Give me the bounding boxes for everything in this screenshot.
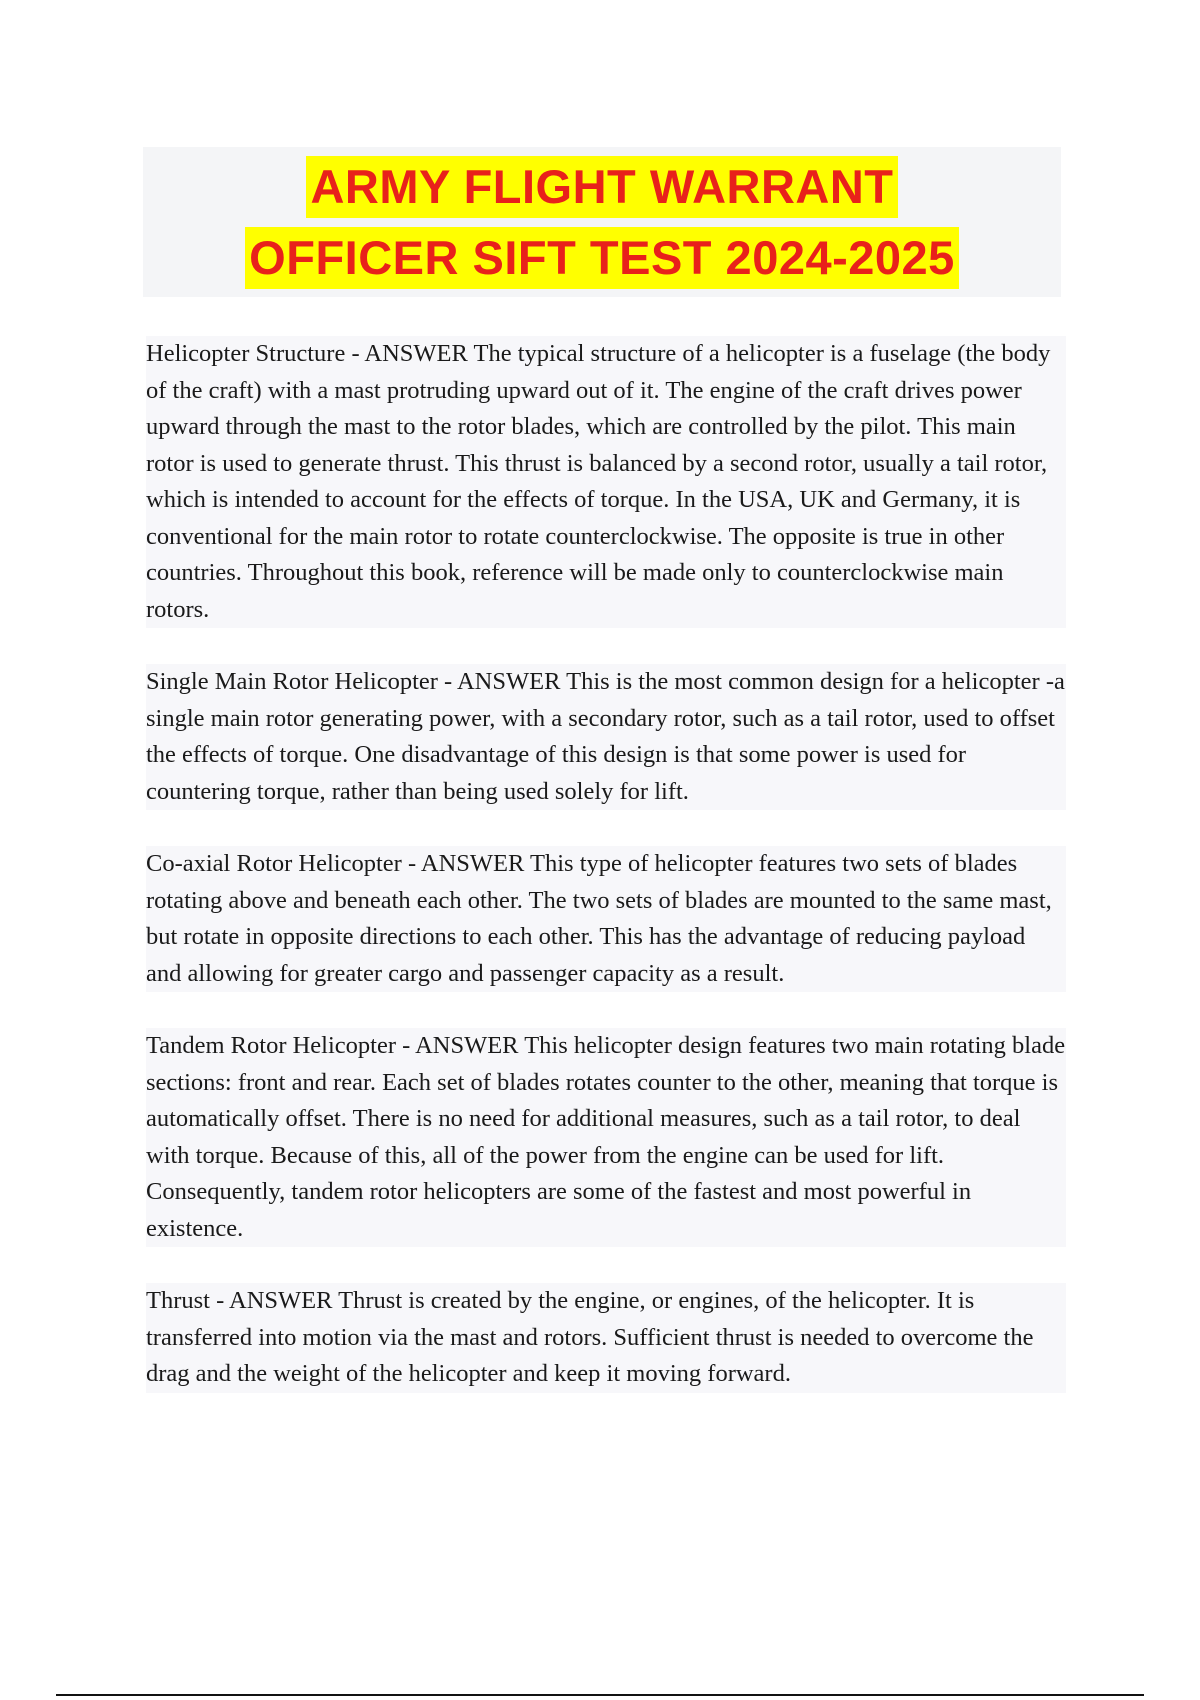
- qa-entry-single-main-rotor: Single Main Rotor Helicopter - ANSWER This is the most common design for a helicopter -a single main rotor generating power, with a secondary rotor, such as a tail rotor, used to offset the effects of torque. One disadvantage of this design is that some power is used for countering torque, rather than being used solely for lift.: [146, 664, 1066, 810]
- entry-text: This helicopter design features two main rotating blade sections: front and rear. Each set of blades rotates counter to the other, meaning that torque is automatically offset. There is no need for additional measures, such as a tail rotor, to deal with torque. Because of this, all of the power from the engine can be used for lift. Consequently, tandem rotor helicopters are some of the fastest and most powerful in existence.: [146, 1032, 1066, 1242]
- answer-label: ANSWER: [364, 340, 468, 367]
- qa-entry-thrust: Thrust - ANSWER Thrust is created by the engine, or engines, of the helicopter. It is transferred into motion via the mast and rotors. Sufficient thrust is needed to overcome the drag and the weight of the helicopter and keep it moving forward.: [146, 1283, 1066, 1393]
- entry-term: Thrust: [146, 1287, 210, 1314]
- entry-term: Tandem Rotor Helicopter: [146, 1032, 397, 1059]
- title-row-1: [143, 156, 1061, 227]
- answer-label: ANSWER: [456, 668, 561, 695]
- entry-text: This is the most common design for a helicopter -a single main rotor generating power, with a secondary rotor, such as a tail rotor, used to offset the effects of torque. One disadvantage of this design is that some power is used for countering torque, rather than being used solely for lift.: [146, 668, 1065, 805]
- entry-term: Helicopter Structure: [146, 340, 346, 367]
- document-body: [146, 336, 1066, 1429]
- entry-text: This type of helicopter features two sets of blades rotating above and beneath each other. The two sets of blades are mounted to the same mast, but rotate in opposite directions to each other. This has the advantage of reducing payload and allowing for greater cargo and passenger capacity as a result.: [146, 850, 1052, 987]
- title-row-2: [143, 227, 1061, 298]
- answer-label: ANSWER: [415, 1032, 519, 1059]
- entry-term: Co-axial Rotor Helicopter: [146, 850, 402, 877]
- entry-text: Thrust is created by the engine, or engines, of the helicopter. It is transferred into motion via the mast and rotors. Sufficient thrust is needed to overcome the drag and the weight of the helicopter and keep it moving forward.: [146, 1287, 1034, 1387]
- answer-label: ANSWER: [420, 850, 525, 877]
- answer-label: ANSWER: [229, 1287, 333, 1314]
- entry-text: The typical structure of a helicopter is a fuselage (the body of the craft) with a mast protruding upward out of it. The engine of the craft drives power upward through the mast to the rotor blades, which are controlled by the pilot. This main rotor is used to generate thrust. This thrust is balanced by a second rotor, usually a tail rotor, which is intended to account for the effects of torque. In the USA, UK and Germany, it is conventional for the main rotor to rotate counterclockwise. The opposite is true in other countries. Throughout this book, reference will be made only to counterclockwise main rotors.: [146, 340, 1051, 623]
- title-block: [143, 147, 1061, 297]
- entry-term: Single Main Rotor Helicopter: [146, 668, 438, 695]
- qa-entry-helicopter-structure: Helicopter Structure - ANSWER The typical structure of a helicopter is a fuselage (the body of the craft) with a mast protruding upward out of it. The engine of the craft drives power upward through the mast to the rotor blades, which are controlled by the pilot. This main rotor is used to generate thrust. This thrust is balanced by a second rotor, usually a tail rotor, which is intended to account for the effects of torque. In the USA, UK and Germany, it is conventional for the main rotor to rotate counterclockwise. The opposite is true in other countries. Throughout this book, reference will be made only to counterclockwise main rotors.: [146, 336, 1066, 628]
- qa-entry-co-axial-rotor: Co-axial Rotor Helicopter - ANSWER This type of helicopter features two sets of blades rotating above and beneath each other. The two sets of blades are mounted to the same mast, but rotate in opposite directions to each other. This has the advantage of reducing payload and allowing for greater cargo and passenger capacity as a result.: [146, 846, 1066, 992]
- document-title-line-2: OFFICER SIFT TEST 2024-2025: [245, 227, 959, 289]
- document-title-line-1: ARMY FLIGHT WARRANT: [306, 156, 897, 218]
- qa-entry-tandem-rotor: Tandem Rotor Helicopter - ANSWER This helicopter design features two main rotating blade sections: front and rear. Each set of blades rotates counter to the other, meaning that torque is automatically offset. There is no need for additional measures, such as a tail rotor, to deal with torque. Because of this, all of the power from the engine can be used for lift. Consequently, tandem rotor helicopters are some of the fastest and most powerful in existence.: [146, 1028, 1066, 1247]
- page-bottom-divider: [56, 1694, 1144, 1696]
